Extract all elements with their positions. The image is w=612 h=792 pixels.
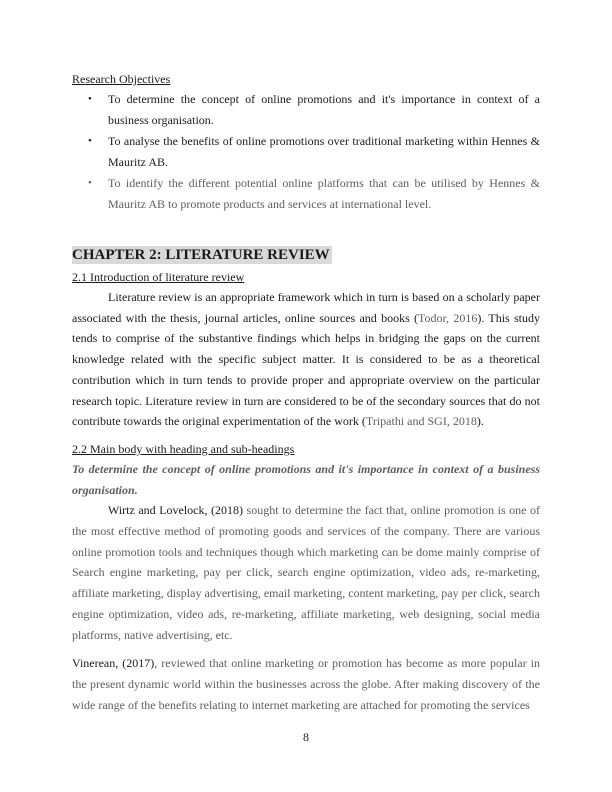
bullet-icon: • [88,93,92,105]
list-item [72,89,540,131]
bullet-icon: • [88,135,92,147]
citation-tripathi: Tripathi and SGI, 2018 [365,414,477,429]
intro-text-b: ). This study tends to comprise of the substantive findings which helps in bridging the gaps on the current knowledge related with the specific subject matter. It is considered to be as a theoretical contribution which in turn tends to provide proper and appropriate overview on the particular research topic. Literature review in turn are considered to be of the secondary sources that do not contribute towards the original experimentation of the work ( [72,310,540,429]
citation-todor: Todor, 2016 [418,310,478,325]
vinerean-paragraph [72,653,540,715]
objectives-list [72,89,540,215]
wirtz-text: sought to determine the fact that, online promotion is one of the most effective method of promoting goods and services of the company. There are various online promotion tools and techniques though which marketing can be dome mainly comprise of Search engine marketing, pay per click, search engine optimization, video ads, re-marketing, affiliate marketing, display advertising, email marketing, content marketing, pay per click, search engine optimization, video ads, re-marketing, affiliate marketing, web designing, social media platforms, native advertising, etc. [72,503,540,642]
page-number: 8 [303,730,309,744]
objective-subheading: To determine the concept of online promotions and it's importance in context of a business organisation. [72,461,540,497]
intro-text-a: Literature review is an appropriate framework which in turn is based on a scholarly paper associated with the thesis, journal articles, online sources and books ( [72,290,540,325]
document-page [72,70,540,715]
section-heading-2-1: 2.1 Introduction of literature review [72,270,245,284]
objective-text: To determine the concept of online promotions and it's importance in context of a business organisation. [108,92,540,127]
bullet-icon: • [88,177,92,189]
author-wirtz: Wirtz and Lovelock, (2018) [108,503,244,518]
intro-text-c: ). [476,414,484,429]
author-vinerean: Vinerean, (2017) [72,656,155,671]
objective-text: To analyse the benefits of online promotions over traditional marketing within Hennes & Mauritz AB. [108,134,540,169]
section-heading-2-2: 2.2 Main body with heading and sub-headings [72,441,295,456]
objective-text: To identify the different potential online platforms that can be utilised by Hennes & Mauritz AB to promote products and services at international level. [108,176,540,211]
wirtz-paragraph [72,500,540,645]
literature-intro-paragraph [72,287,540,432]
research-objectives-heading: Research Objectives [72,72,171,86]
list-item [72,173,540,215]
list-item [72,131,540,173]
chapter-title: CHAPTER 2: LITERATURE REVIEW [72,247,330,263]
vinerean-text: , reviewed that online marketing or promotion has become as more popular in the present dynamic world within the businesses across the globe. After making discovery of the wide range of the benefits relating to internet marketing are attached for promoting the services [72,656,540,712]
